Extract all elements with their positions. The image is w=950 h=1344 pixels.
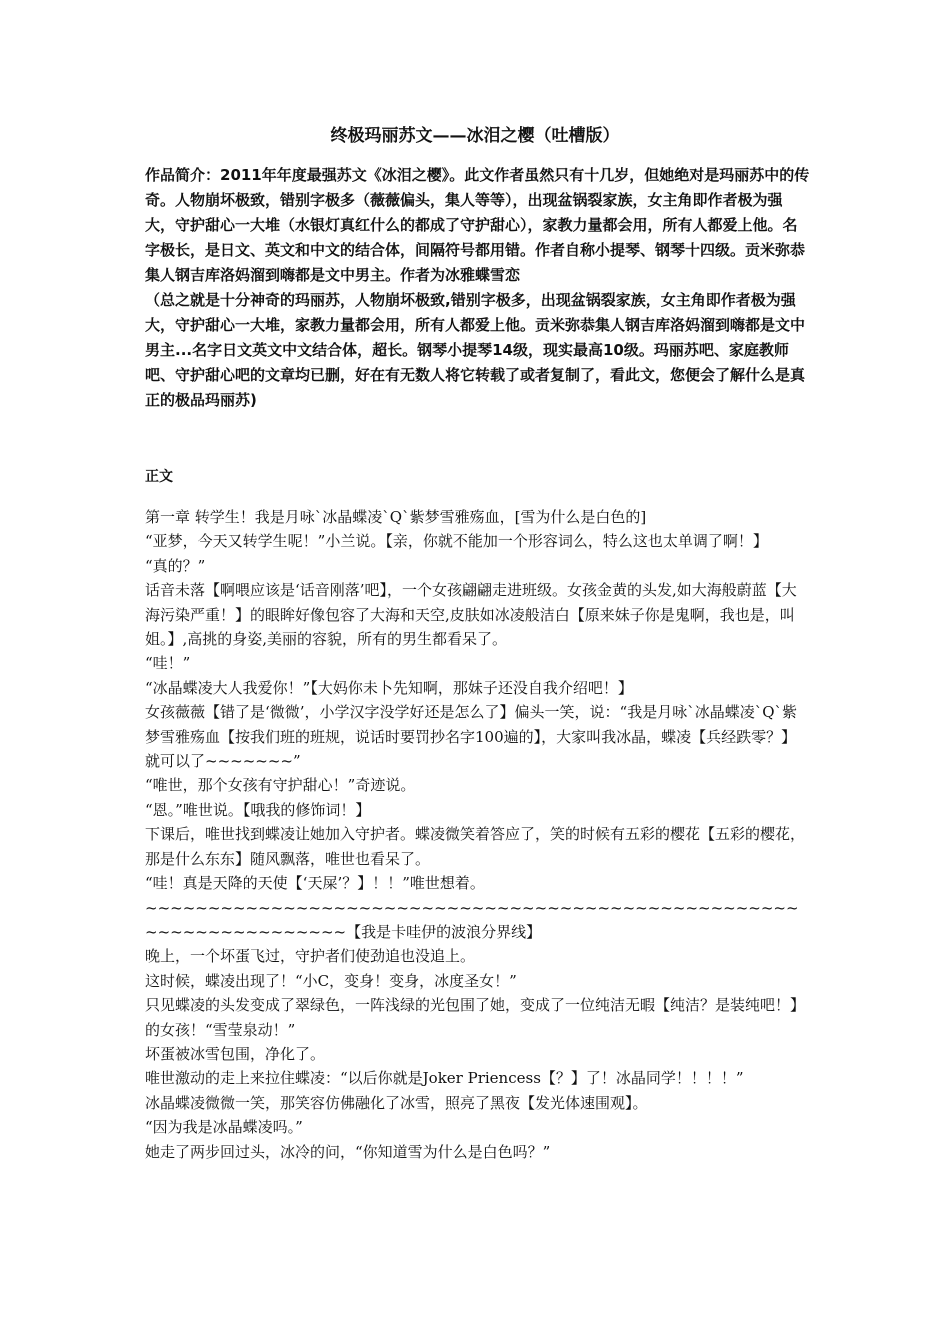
body-paragraph: “冰晶蝶凌大人我爱你！”【大妈你未卜先知啊，那妹子还没自我介绍吧！】 (145, 678, 633, 697)
body-paragraph: 第一章 转学生！我是月咏`冰晶蝶凌`Q`紫梦雪雅殇血，[雪为什么是白色的] (145, 508, 647, 526)
body-paragraph: 坏蛋被冰雪包围，净化了。 (145, 1044, 326, 1063)
divider-line: ~~~~~~~~~~~~~~~~~~~~~~~~~~~~~~~~~~~~~~~~~~~~~~~~~~~~~~~~~~~~~~~~~~~~【我是卡哇伊的波浪分界线】 (145, 898, 799, 941)
body-paragraph: 晚上，一个坏蛋飞过，守护者们使劲追也没追上。 (145, 947, 476, 966)
body-paragraph: 这时候，蝶凌出现了！“小C，变身！变身，冰度圣女！” (145, 971, 517, 990)
body-paragraph: “真的？” (145, 556, 206, 575)
document-title: 终极玛丽苏文——冰泪之樱（吐槽版） (330, 126, 620, 146)
body-paragraph: “唯世，那个女孩有守护甜心！”奇迹说。 (145, 776, 416, 795)
body-paragraph: 冰晶蝶凌微微一笑，那笑容仿佛融化了冰雪，照亮了黑夜【发光体速围观】。 (145, 1093, 648, 1112)
body-text (145, 505, 810, 1164)
body-paragraph: 她走了两步回过头，冰冷的问，“你知道雪为什么是白色吗？” (145, 1142, 551, 1161)
body-paragraph: “哇！真是天降的天使【‘天屎’？】！！”唯世想着。 (145, 874, 485, 893)
body-paragraph: “因为我是冰晶蝶凌吗。” (145, 1118, 303, 1137)
intro-paragraph: （总之就是十分神奇的玛丽苏，人物崩坏极致,错别字极多，出现盆锅裂家族，女主角即作者极为强大，守护甜心一大堆，家教力量都会用，所有人都爱上他。贡米弥恭集人钢吉库洛妈溜到嗨都是文中男主...名字日文英文中文结合体，超长。钢琴小提琴14级，现实最高10级。玛丽苏吧、家庭教师吧、守护甜心吧的文章均已删，好在有无数人将它转载了或者复制了，看此文，您便会了解什么是真正的极品玛丽苏) (145, 291, 806, 409)
body-paragraph: 女孩薇薇【错了是‘微微’，小学汉字没学好还是怎么了】偏头一笑，说：“我是月咏`冰晶蝶凌`Q`紫梦雪雅殇血【按我们班的班规，说话时要罚抄名字100遍的】，大家叫我冰晶，蝶凌【兵经跌零？】就可以了~~~~~~~” (145, 703, 798, 771)
body-paragraph: “恩。”唯世说。【哦我的修饰词！】 (145, 800, 371, 819)
body-paragraph: “哇！” (145, 654, 191, 673)
section-heading: 正文 (145, 469, 173, 485)
body-paragraph: 话音未落【啊喂应该是‘话音刚落’吧】，一个女孩翩翩走进班级。女孩金黄的头发,如大海般蔚蓝【大海污染严重！】的眼眸好像包容了大海和天空,皮肤如冰凌般洁白【原来妹子你是鬼啊，我也是，叫姐。】,高挑的身姿,美丽的容貌，所有的男生都看呆了。 (145, 581, 797, 649)
intro-paragraph: 作品简介：2011年年度最强苏文《冰泪之樱》。此文作者虽然只有十几岁，但她绝对是玛丽苏中的传奇。人物崩坏极致，错别字极多（薇薇偏头，集人等等），出现盆锅裂家族，女主角即作者极为强大，守护甜心一大堆（水银灯真红什么的都成了守护甜心），家教力量都会用，所有人都爱上他。名字极长，是日文、英文和中文的结合体，间隔符号都用错。作者自称小提琴、钢琴十四级。贡米弥恭集人钢吉库洛妈溜到嗨都是文中男主。作者为冰雅蝶雪恋 (145, 166, 810, 284)
intro-section (145, 163, 810, 413)
body-paragraph: 唯世激动的走上来拉住蝶凌：“以后你就是Joker Priencess【？】了！冰晶同学！！！！” (145, 1069, 744, 1088)
body-paragraph: “亚梦，今天又转学生呢！”小兰说。【亲，你就不能加一个形容词么，特么这也太单调了啊！】 (145, 532, 768, 551)
body-paragraph: 下课后，唯世找到蝶凌让她加入守护者。蝶凌微笑着答应了，笑的时候有五彩的樱花【五彩的樱花，那是什么东东】随风飘落，唯世也看呆了。 (145, 825, 806, 868)
body-paragraph: 只见蝶凌的头发变成了翠绿色，一阵浅绿的光包围了她，变成了一位纯洁无暇【纯洁？是装纯吧！】的女孩！“雪莹泉动！” (145, 996, 806, 1039)
